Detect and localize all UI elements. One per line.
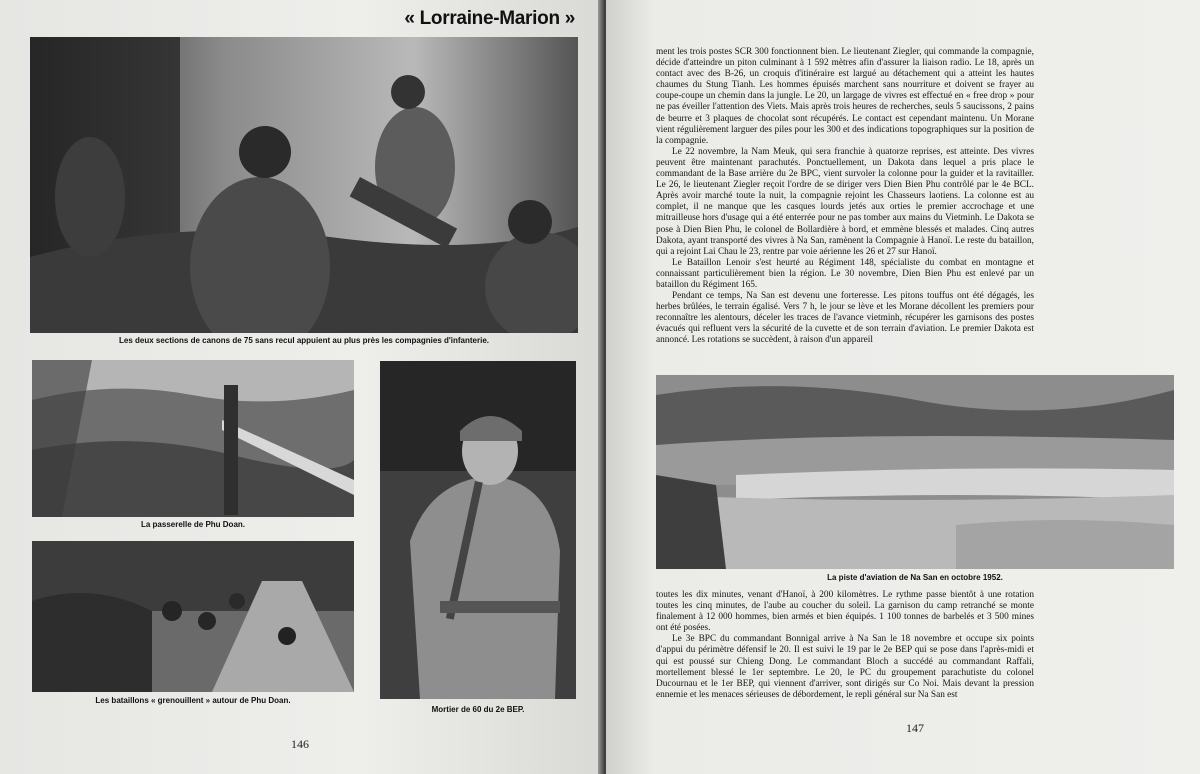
caption-footbridge: La passerelle de Phu Doan. [140,520,246,529]
page-number-right: 147 [906,721,924,735]
page-number-left: 146 [291,737,309,751]
right-page [606,0,1200,774]
caption-mortar: Mortier de 60 du 2e BEP. [431,705,525,714]
chapter-title: « Lorraine-Marion » [404,8,575,29]
paragraph: ment les trois postes SCR 300 fonctionnent bien. Le lieutenant Ziegler, qui commande la compagnie, décide d'atteindre un piton culminant à 1 592 mètres afin d'assurer la liaison radio. Le 18, après un contact avec des B-26, un croquis d'itinéraire est largué au détachement qui a atteint les hautes chaumes du Stung Tianh. Les hommes épuisés marchent sans nourriture et doivent se frayer au coupe-coupe un chemin dans la jungle. Le 20, un largage de vivres est effectué en « free drop » pour ne pas éveiller l'attention des Viets. Mais après trois heures de recherches, seuls 5 saucissons, 2 pains de beurre et 3 plaques de chocolat sont récupérés. Le contact est cependant maintenu. Un Morane vient régulièrement larguer des piles pour les 300 et des indications topographiques sur la position de la compagnie. [656,47,1034,146]
photo-airstrip [656,375,1174,569]
paragraph: toutes les dix minutes, venant d'Hanoï, à 200 kilomètres. Le rythme passe bientôt à une rotation toutes les cinq minutes, de l'aube au coucher du soleil. La garnison du camp retranché se monte finalement à 12 000 hommes, bien armés et bien équipés. 1 100 tonnes de barbelés et 3 500 mines ont été posées. [656,590,1034,634]
paragraph: Le Bataillon Lenoir s'est heurté au Régiment 148, spécialiste du combat en montagne et connaissant particulièrement bien la région. Le 30 novembre, Dien Bien Phu est enlevé par un bataillon du Régiment 165. [656,257,1034,290]
caption-airstrip: La piste d'aviation de Na San en octobre 1952. [827,573,1003,582]
photo-recoilless-guns [30,37,578,333]
photo-battalions [32,541,354,692]
paragraph: Pendant ce temps, Na San est devenu une forteresse. Les pitons touffus ont été dégagés, les herbes brûlées, le terrain égalisé. Vers 7 h, le jour se lève et les Morane décollent les premiers pour reconnaître les alentours, déceler les traces de l'avance vietminh, récupérer les garnisons des postes évacués qui refluent vers la sécurité de la cuvette et de son terrain d'aviation. Le premier Dakota est annoncé. Les rotations se succèdent, à raison d'un appareil [656,291,1034,346]
photo-footbridge [32,360,354,517]
paragraph: Le 22 novembre, la Nam Meuk, qui sera franchie à quatorze reprises, est atteinte. Des vivres peuvent être maintenant parachutés. Ponctuellement, un Dakota dans lequel a pris place le commandant de la Base arrière du 2e BPC, vient survoler la colonne pour la guider et la ravitailler. Le 26, le lieutenant Ziegler reçoit l'ordre de se diriger vers Dien Bien Phu contrôlé par le 4e BCL. Après avoir marché toute la nuit, la compagnie rejoint les Chasseurs laotiens. La colonne est au complet, il ne manque que les casques lourds jetés aux orties le premier accrochage et une mitrailleuse hors d'usage qui a été enterrée pour ne pas tomber aux mains du Vietminh. Le Dakota se pose à Dien Bien Phu, le colonel de Bollardière à bord, et emmène blessés et malades. Cinq autres Dakota, ayant transporté des vivres à Na San, ramènent la Compagnie à Hanoï. Le reste du bataillon, qui a rejoint Lai Chau le 23, rentre par voie aérienne les 26 et 27 sur Hanoï. [656,146,1034,257]
paragraph: Le 3e BPC du commandant Bonnigal arrive à Na San le 18 novembre et occupe six points d'appui du périmètre défensif le 20. Il est suivi le 19 par le 2e BEP qui se pose dans l'après-midi et qui est poussé sur Chieng Dong. Le commandant Bloch a succédé au commandant Raffali, mortellement blessé le 1er septembre. Le 20, le PC du groupement parachutiste du colonel Ducournau et le 1er BEP, qui viennent d'arriver, sont dirigés sur Co Noi. Mais devant la pression ennemie et les menaces sérieuses de débordement, le repli général sur Na San est [656,634,1034,700]
caption-recoilless-guns: Les deux sections de canons de 75 sans recul appuient au plus près les compagnies d'infanterie. [118,336,490,345]
photo-mortar [380,361,576,699]
body-text-top [656,47,1034,347]
caption-battalions: Les bataillons « grenouillent » autour de Phu Doan. [95,696,291,705]
body-text-bottom [656,590,1034,701]
